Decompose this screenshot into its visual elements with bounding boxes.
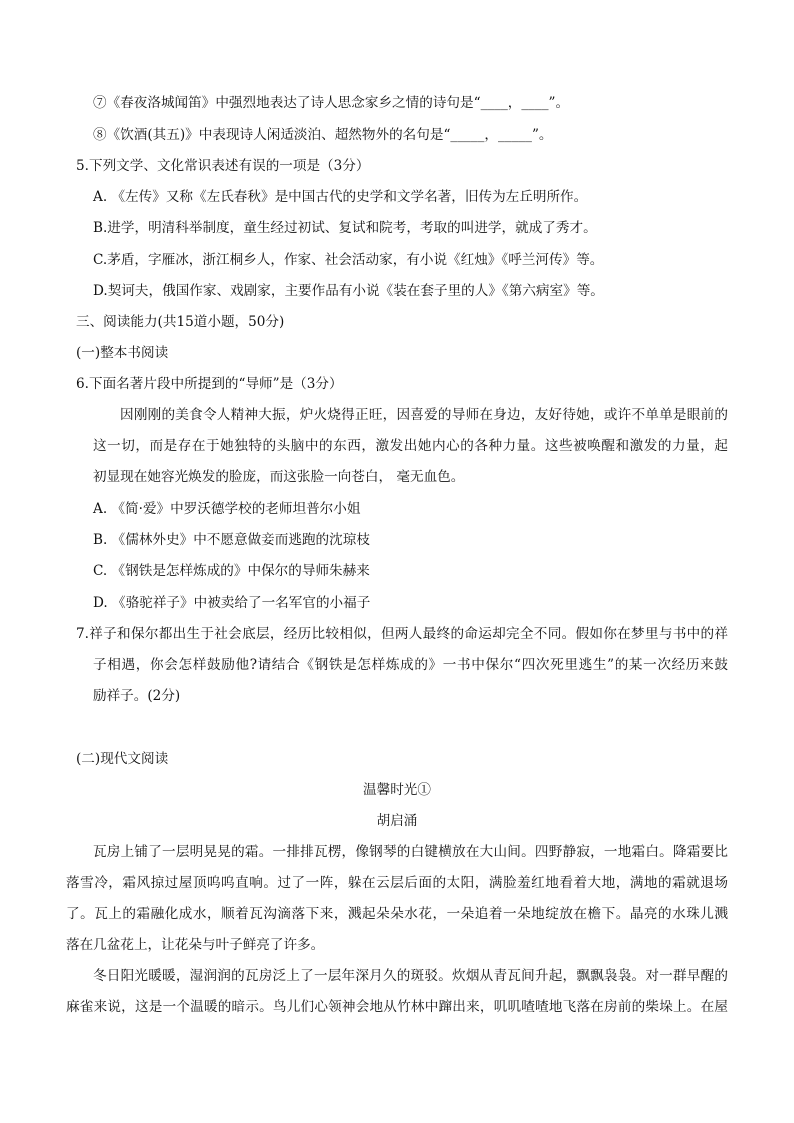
question-6-option-a: A. 《简·爱》中罗沃德学校的老师坦普尔小姐	[93, 501, 361, 517]
question-5-option-c: C.茅盾，字雁冰，浙江桐乡人，作家、社会活动家，有小说《红烛》《呼兰河传》等。	[93, 252, 604, 268]
question-5-option-d: D.契诃夫，俄国作家、戏剧家，主要作品有小说《装在套子里的人》《第六病室》等。	[93, 283, 604, 299]
article-paragraph-1-line-1: 瓦房上铺了一层明晃晃的霜。一排排瓦楞，像钢琴的白键横放在大山间。四野静寂，一地霜白。降霜要比	[93, 844, 728, 860]
question-6-passage-line-2: 这一切，而是存在于她独特的头脑中的东西，激发出她内心的各种力量。这些被唤醒和激发的力量，起	[93, 438, 728, 454]
question-6-option-b: B. 《儒林外史》中不愿意做妾而逃跑的沈琼枝	[93, 532, 370, 548]
section-3-heading: 三、阅读能力(共15道小题，50分)	[76, 314, 285, 330]
question-6-stem: 6.下面名著片段中所提到的“导师”是（3分）	[76, 376, 343, 392]
question-7-line-1: 7.祥子和保尔都出生于社会底层，经历比较相似，但两人最终的命运却完全不同。假如你在梦里与书中的祥	[76, 626, 728, 642]
question-4-item-7: ⑦《春夜洛城闻笛》中强烈地表达了诗人思念家乡之情的诗句是“____，____”。	[93, 95, 570, 111]
article-paragraph-1-line-2: 落雪冷，霜风掠过屋顶呜呜直响。过了一阵，躲在云层后面的太阳，满脸羞红地看着大地，满地的霜就退场	[66, 875, 728, 891]
article-paragraph-2-line-2: 麻雀来说，这是一个温暖的暗示。鸟儿们心领神会地从竹林中蹿出来，叽叽喳喳地飞落在房前的柴垛上。在屋	[66, 999, 728, 1015]
question-5-option-a: A. 《左传》又称《左氏春秋》是中国古代的史学和文学名著，旧传为左丘明所作。	[93, 189, 588, 205]
subsection-2-heading: (二)现代文阅读	[76, 751, 169, 767]
question-5-stem: 5.下列文学、文化常识表述有误的一项是（3分）	[76, 158, 370, 174]
question-7-line-3: 励祥子。(2分)	[93, 688, 181, 704]
question-5-option-b: B.进学，明清科举制度，童生经过初试、复试和院考，考取的叫进学，就成了秀才。	[93, 220, 597, 236]
question-6-option-c: C. 《钢铁是怎样炼成的》中保尔的导师朱赫来	[93, 563, 370, 579]
article-title: 温馨时光①	[363, 782, 431, 798]
question-6-passage-line-3: 初显现在她容光焕发的脸庞，而这张脸一向苍白， 毫无血色。	[93, 469, 465, 485]
question-7-line-2: 子相遇，你会怎样鼓励他?请结合《钢铁是怎样炼成的》一书中保尔“四次死里逃生”的某一次经历来鼓	[93, 657, 728, 673]
article-paragraph-2-line-1: 冬日阳光暖暖，湿润润的瓦房泛上了一层年深月久的斑驳。炊烟从青瓦间升起，飘飘袅袅。对一群早醒的	[93, 968, 728, 984]
article-paragraph-1-line-3: 了。瓦上的霜融化成水，顺着瓦沟滴落下来，溅起朵朵水花，一朵追着一朵地绽放在檐下。晶亮的水珠儿溅	[66, 906, 728, 922]
article-paragraph-1-line-4: 落在几盆花上，让花朵与叶子鲜亮了许多。	[66, 937, 325, 953]
subsection-1-heading: (一)整本书阅读	[76, 345, 169, 361]
question-6-passage-line-1: 因刚刚的美食令人精神大振，炉火烧得正旺，因喜爱的导师在身边，友好待她，或许不单单是眼前的	[120, 407, 728, 423]
article-author: 胡启涌	[376, 813, 418, 829]
question-6-option-d: D. 《骆驼祥子》中被卖给了一名军官的小福子	[93, 595, 371, 611]
question-4-item-8: ⑧《饮酒(其五)》中表现诗人闲适淡泊、超然物外的名句是“_____，_____”。	[93, 127, 553, 143]
